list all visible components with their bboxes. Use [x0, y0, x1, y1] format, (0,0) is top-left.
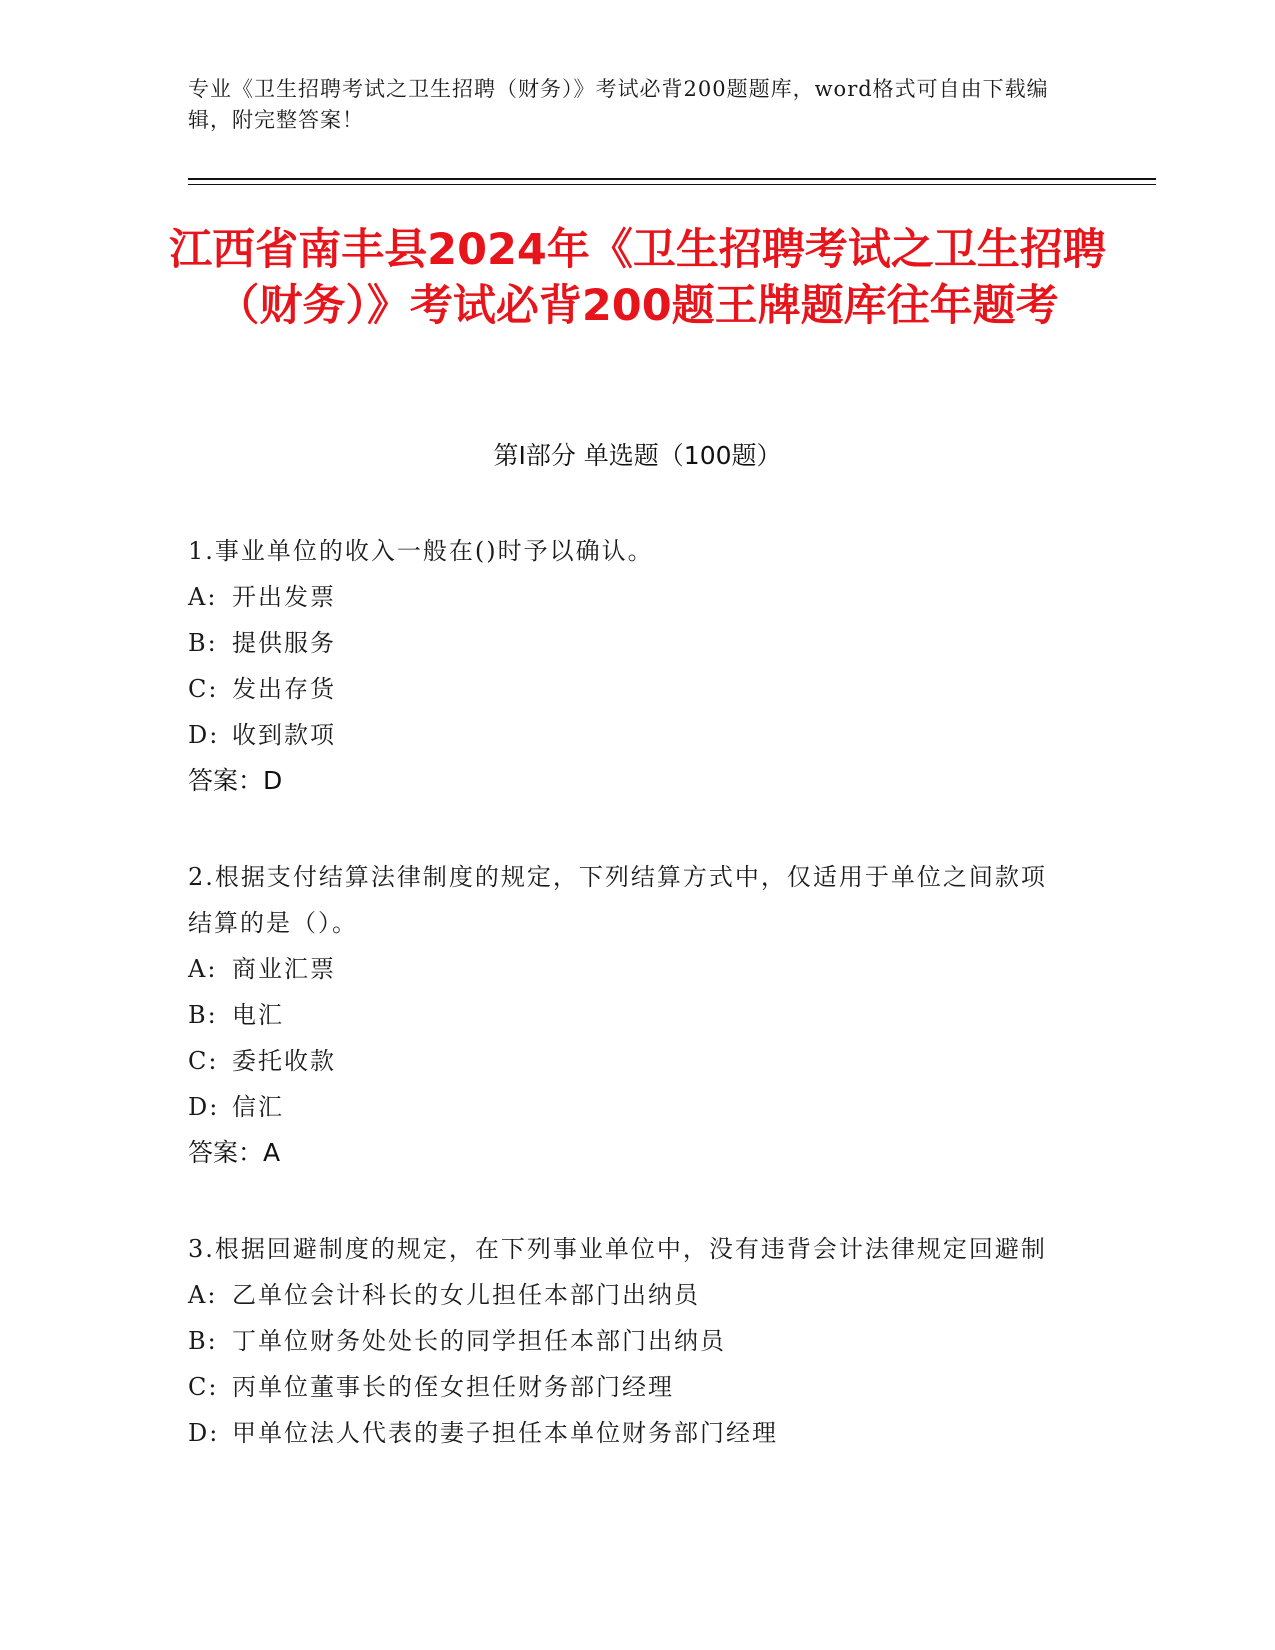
option-d — [188, 1084, 1068, 1130]
option-key: A: — [188, 955, 218, 983]
option-text: 甲单位法人代表的妻子担任本单位财务部门经理 — [232, 1419, 778, 1447]
document-title: 江西省南丰县2024年《卫生招聘考试之卫生招聘（财务）》考试必背200题王牌题库往年题考 — [169, 225, 1106, 331]
option-key: D: — [188, 1093, 220, 1121]
option-text: 委托收款 — [232, 1047, 336, 1075]
option-c — [188, 1364, 1068, 1410]
option-c — [188, 666, 1068, 712]
option-b — [188, 620, 1068, 666]
option-text: 丁单位财务处处长的同学担任本部门出纳员 — [232, 1327, 726, 1355]
question-stem: 2.根据支付结算法律制度的规定，下列结算方式中，仅适用于单位之间款项结算的是（）。 — [188, 863, 1047, 937]
option-key: D: — [188, 721, 220, 749]
option-text: 电汇 — [232, 1001, 284, 1029]
option-key: A: — [188, 1281, 218, 1309]
option-b — [188, 992, 1068, 1038]
option-key: C: — [188, 1373, 219, 1401]
option-a — [188, 574, 1068, 620]
option-d — [188, 712, 1068, 758]
option-text: 丙单位董事长的侄女担任财务部门经理 — [232, 1373, 674, 1401]
header-divider-thick — [188, 178, 1156, 180]
question-2 — [188, 854, 1068, 1176]
option-key: B: — [188, 1327, 218, 1355]
section-title: 第Ⅰ部分 单选题（100题） — [493, 441, 782, 470]
option-key: A: — [188, 583, 218, 611]
option-text: 开出发票 — [232, 583, 336, 611]
option-a — [188, 1272, 1068, 1318]
option-text: 商业汇票 — [232, 955, 336, 983]
answer: 答案：A — [188, 1138, 281, 1167]
option-key: C: — [188, 675, 219, 703]
option-text: 收到款项 — [232, 721, 336, 749]
answer: 答案：D — [188, 766, 283, 795]
option-text: 提供服务 — [232, 629, 336, 657]
option-d — [188, 1410, 1068, 1456]
header-note: 专业《卫生招聘考试之卫生招聘（财务）》考试必背200题题库，word格式可自由下载编辑，附完整答案！ — [188, 77, 1049, 132]
question-3 — [188, 1226, 1068, 1456]
question-1 — [188, 528, 1068, 804]
option-c — [188, 1038, 1068, 1084]
option-text: 发出存货 — [232, 675, 336, 703]
option-key: D: — [188, 1419, 220, 1447]
question-list — [188, 528, 1068, 1506]
option-key: B: — [188, 629, 218, 657]
option-key: C: — [188, 1047, 219, 1075]
option-a — [188, 946, 1068, 992]
option-key: B: — [188, 1001, 218, 1029]
question-stem: 1.事业单位的收入一般在()时予以确认。 — [188, 537, 654, 565]
option-text: 乙单位会计科长的女儿担任本部门出纳员 — [232, 1281, 700, 1309]
question-stem: 3.根据回避制度的规定，在下列事业单位中，没有违背会计法律规定回避制 — [188, 1235, 1047, 1263]
option-b — [188, 1318, 1068, 1364]
option-text: 信汇 — [232, 1093, 284, 1121]
header-divider-thin — [188, 184, 1156, 185]
